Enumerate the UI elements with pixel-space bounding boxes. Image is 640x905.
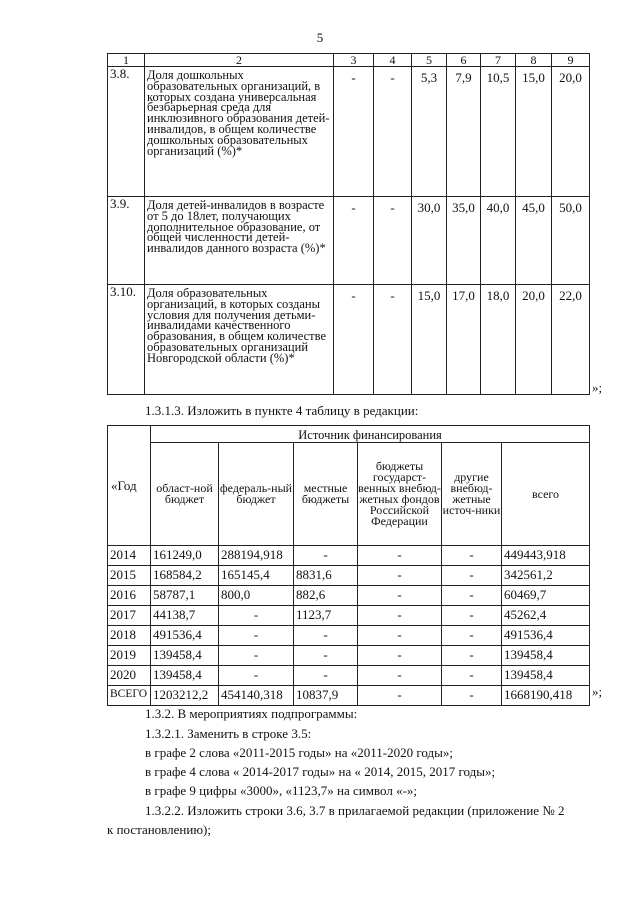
source-header: Источник финансирования: [151, 426, 590, 443]
cell: 50,0: [552, 197, 590, 285]
table-row: [108, 546, 590, 566]
table-row: [108, 666, 590, 686]
cell: 139458,4: [502, 646, 590, 666]
replacement-line: в графе 4 слова « 2014-2017 годы» на « 2014, 2015, 2017 годы»;: [145, 764, 496, 779]
cell: -: [294, 646, 358, 666]
year-cell: 2017: [108, 606, 151, 626]
cell: 1203212,2: [151, 686, 219, 706]
cell: -: [358, 566, 442, 586]
table-row: [108, 285, 590, 395]
paragraph-1313: 1.3.1.3. Изложить в пункте 4 таблицу в редакции:: [145, 403, 419, 418]
col-header: 8: [516, 54, 552, 67]
cell: 165145,4: [219, 566, 294, 586]
cell: 44138,7: [151, 606, 219, 626]
cell: 1668190,418: [502, 686, 590, 706]
cell: -: [334, 67, 374, 197]
paragraph-1322: 1.3.2.2. Изложить строки 3.6, 3.7 в прилагаемой редакции (приложение № 2: [145, 803, 565, 818]
table-row: [108, 197, 590, 285]
cell: -: [219, 606, 294, 626]
cell: -: [358, 626, 442, 646]
year-cell: 2016: [108, 586, 151, 606]
cell: -: [358, 686, 442, 706]
cell: -: [294, 666, 358, 686]
cell: 30,0: [412, 197, 447, 285]
cell: 5,3: [412, 67, 447, 197]
indicator-name: Доля образовательных организаций, в которых созданы условия для получения детьми-инвалидами качественного образования, в общем количестве образовательных организаций Новгородской области (%)*: [145, 285, 334, 395]
cell: -: [219, 646, 294, 666]
cell: 882,6: [294, 586, 358, 606]
year-cell: 2019: [108, 646, 151, 666]
cell: -: [358, 586, 442, 606]
table-row: [108, 626, 590, 646]
table2-closing-quote: »;: [592, 684, 603, 699]
cell: -: [374, 285, 412, 395]
table-row: [108, 566, 590, 586]
cell: -: [442, 606, 502, 626]
row-number: 3.8.: [108, 67, 145, 197]
cell: 15,0: [516, 67, 552, 197]
cell: -: [358, 606, 442, 626]
cell: -: [374, 67, 412, 197]
cell: 139458,4: [502, 666, 590, 686]
col-header: 7: [481, 54, 516, 67]
cell: 342561,2: [502, 566, 590, 586]
cell: 10837,9: [294, 686, 358, 706]
cell: 491536,4: [151, 626, 219, 646]
cell: -: [294, 626, 358, 646]
financing-table: [107, 425, 590, 706]
cell: 45262,4: [502, 606, 590, 626]
cell: 454140,318: [219, 686, 294, 706]
page-number: 5: [316, 30, 324, 45]
cell: 1123,7: [294, 606, 358, 626]
cell: -: [442, 686, 502, 706]
table-row: [108, 67, 590, 197]
cell: -: [442, 626, 502, 646]
cell: 491536,4: [502, 626, 590, 646]
cell: -: [334, 285, 374, 395]
cell: -: [442, 666, 502, 686]
row-number: 3.10.: [108, 285, 145, 395]
cell: -: [358, 646, 442, 666]
col-header: другие внебюд-жетные источ-ники: [442, 443, 502, 546]
column-header-row: [108, 443, 590, 546]
cell: 20,0: [516, 285, 552, 395]
paragraph-1321: 1.3.2.1. Заменить в строке 3.5:: [145, 726, 312, 741]
row-number: 3.9.: [108, 197, 145, 285]
indicators-table: [107, 53, 590, 395]
cell: -: [374, 197, 412, 285]
col-header: 9: [552, 54, 590, 67]
cell: 17,0: [447, 285, 481, 395]
col-header: 6: [447, 54, 481, 67]
table-row-total: [108, 686, 590, 706]
cell: -: [334, 197, 374, 285]
replacement-line: в графе 9 цифры «3000», «1123,7» на символ «-»;: [145, 783, 418, 798]
col-header: всего: [502, 443, 590, 546]
cell: -: [442, 586, 502, 606]
cell: 40,0: [481, 197, 516, 285]
replacement-line: в графе 2 слова «2011-2015 годы» на «2011-2020 годы»;: [145, 745, 453, 760]
cell: 168584,2: [151, 566, 219, 586]
source-header-row: [108, 426, 590, 443]
cell: 15,0: [412, 285, 447, 395]
table-row: [108, 646, 590, 666]
cell: -: [358, 666, 442, 686]
cell: 288194,918: [219, 546, 294, 566]
cell: 60469,7: [502, 586, 590, 606]
year-cell: 2018: [108, 626, 151, 646]
cell: -: [219, 626, 294, 646]
paragraph-132: 1.3.2. В мероприятиях подпрограммы:: [145, 706, 358, 721]
year-cell: 2015: [108, 566, 151, 586]
cell: -: [219, 666, 294, 686]
cell: 139458,4: [151, 646, 219, 666]
cell: -: [442, 566, 502, 586]
col-header: федераль-ный бюджет: [219, 443, 294, 546]
col-header: 4: [374, 54, 412, 67]
cell: 20,0: [552, 67, 590, 197]
cell: 45,0: [516, 197, 552, 285]
indicator-name: Доля детей-инвалидов в возрасте от 5 до 18лет, получающих дополнительное образование, от общей численности детей-инвалидов данного возраста (%)*: [145, 197, 334, 285]
year-header: «Год: [108, 426, 151, 546]
cell: -: [442, 646, 502, 666]
year-cell: 2014: [108, 546, 151, 566]
cell: 449443,918: [502, 546, 590, 566]
cell: -: [294, 546, 358, 566]
paragraph-1322-continuation: к постановлению);: [107, 822, 211, 837]
cell: -: [442, 546, 502, 566]
total-label: ВСЕГО: [108, 686, 151, 706]
table-header-row: [108, 54, 590, 67]
col-header: местные бюджеты: [294, 443, 358, 546]
cell: 161249,0: [151, 546, 219, 566]
cell: 22,0: [552, 285, 590, 395]
cell: 139458,4: [151, 666, 219, 686]
col-header: 1: [108, 54, 145, 67]
col-header: 3: [334, 54, 374, 67]
col-header: 2: [145, 54, 334, 67]
cell: 10,5: [481, 67, 516, 197]
cell: 8831,6: [294, 566, 358, 586]
cell: 58787,1: [151, 586, 219, 606]
cell: 7,9: [447, 67, 481, 197]
year-cell: 2020: [108, 666, 151, 686]
cell: -: [358, 546, 442, 566]
cell: 35,0: [447, 197, 481, 285]
table-row: [108, 606, 590, 626]
cell: 800,0: [219, 586, 294, 606]
table1-closing-quote: »;: [592, 380, 603, 395]
table-row: [108, 586, 590, 606]
col-header: 5: [412, 54, 447, 67]
col-header: бюджеты государст-венных внебюд-жетных фондов Российской Федерации: [358, 443, 442, 546]
col-header: област-ной бюджет: [151, 443, 219, 546]
indicator-name: Доля дошкольных образовательных организаций, в которых создана универсальная безбарьерная среда для инклюзивного образования детей-инвалидов, в общем количестве дошкольных образовательных организаций (%)*: [145, 67, 334, 197]
cell: 18,0: [481, 285, 516, 395]
